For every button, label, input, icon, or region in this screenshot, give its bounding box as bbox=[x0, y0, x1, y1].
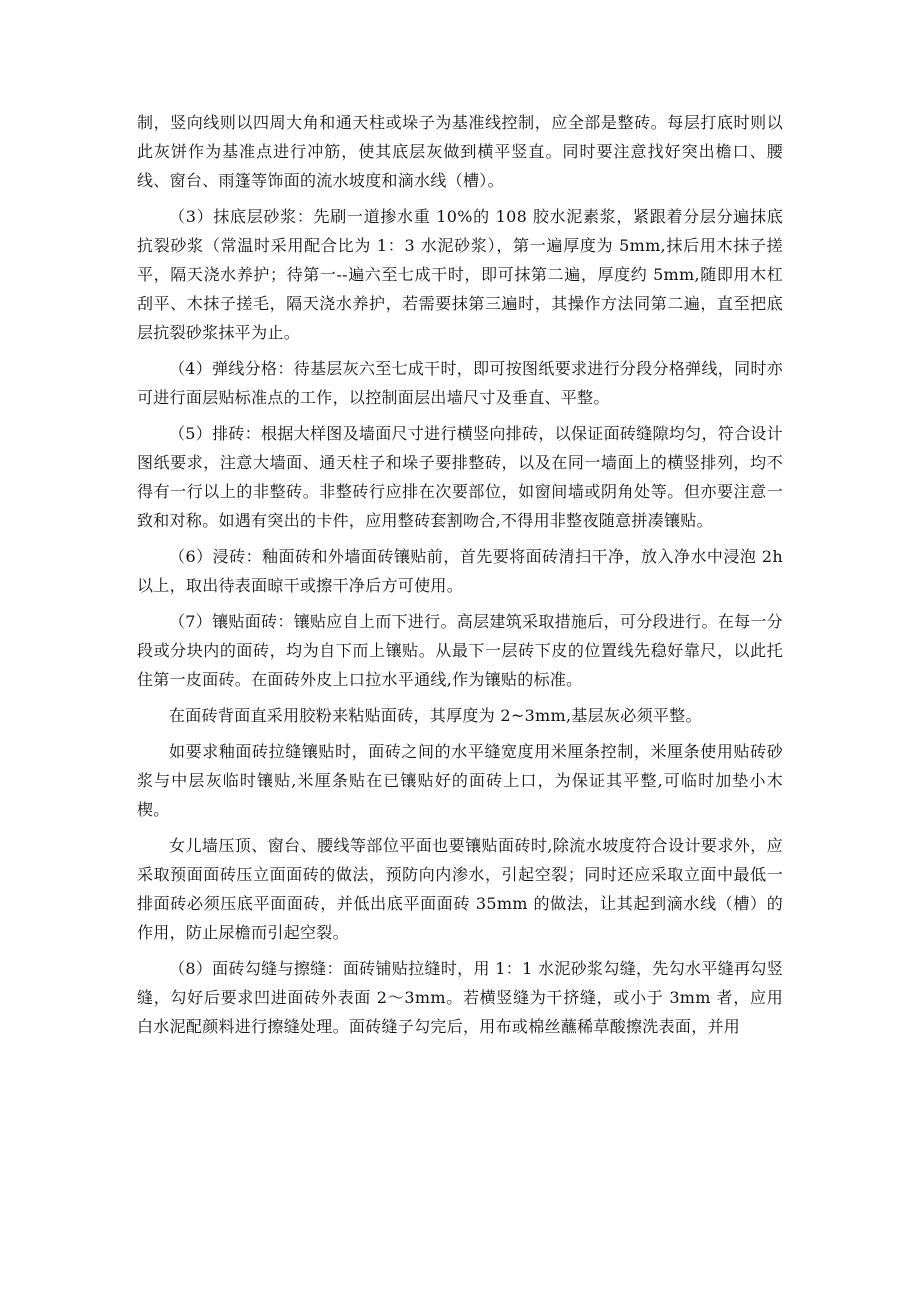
paragraph-parapet-coping: 女儿墙压顶、窗台、腰线等部位平面也要镶贴面砖时,除流水坡度符合设计要求外，应采取预面面砖压立面面砖的做法，预防向内渗水，引起空裂；同时还应采取立面中最低一排面砖必须压底平面面砖，并低出底平面面砖 35mm 的做法，让其起到滴水线（槽）的作用，防止尿檐而引起空裂。 bbox=[137, 836, 783, 942]
paragraph-step-4-snap-lines: （4）弹线分格：待基层灰六至七成干时，即可按图纸要求进行分段分格弹线，同时亦可进行面层贴标准点的工作，以控制面层出墙尺寸及垂直、平整。 bbox=[137, 359, 783, 407]
document-page bbox=[137, 108, 783, 1048]
paragraph-step-3-base-mortar: （3）抹底层砂浆：先刷一道掺水重 10%的 108 胶水泥素浆，紧跟着分层分遍抹底抗裂砂浆（常温时采用配合比为 1：3 水泥砂浆），第一遍厚度为 5mm,抹后用木抹子搓平，隔天浇水养护；待第一--遍六至七成干时，即可抹第二遍，厚度约 5mm,随即用木杠刮平、木抹子搓毛，隔天浇水养护，若需要抹第三遍时，其操作方法同第二遍，直至把底层抗裂砂浆抹平为止。 bbox=[137, 207, 783, 342]
paragraph-step-6-soak-tiles: （6）浸砖：釉面砖和外墙面砖镶贴前，首先要将面砖清扫干净，放入净水中浸泡 2h 以上，取出待表面晾干或擦干净后方可使用。 bbox=[137, 547, 783, 595]
paragraph-adhesive-thickness: 在面砖背面直采用胶粉来粘贴面砖，其厚度为 2~3mm,基层灰必须平整。 bbox=[169, 706, 702, 725]
paragraph-step-5-tile-layout: （5）排砖：根据大样图及墙面尺寸进行横竖向排砖，以保证面砖缝隙均匀，符合设计图纸要求，注意大墙面、通天柱子和垛子要排整砖，以及在同一墙面上的横竖排列，均不得有一行以上的非整砖。非整砖行应排在次要部位，如窗间墙或阴角处等。但亦要注意一致和对称。如遇有突出的卡件，应用整砖套割吻合,不得用非整夜随意拼凑镶贴。 bbox=[137, 424, 783, 530]
paragraph-step-8-grouting: （8）面砖勾缝与擦缝：面砖铺贴拉缝时，用 1：1 水泥砂浆勾缝，先勾水平缝再勾竖缝，勾好后要求凹进面砖外表面 2～3mm。若横竖缝为干挤缝，或小于 3mm 者，应用白水泥配颜料进行擦缝处理。面砖缝子勾完后，用布或棉丝蘸稀草酸擦洗表面，并用 bbox=[137, 959, 783, 1036]
paragraph-step-7-tile-setting: （7）镶贴面砖：镶贴应自上而下进行。高层建筑采取措施后，可分段进行。在每一分段或分块内的面砖，均为自下而上镶贴。从最下一层砖下皮的位置线先稳好靠尺，以此托住第一皮面砖。在面砖外皮上口拉水平通线,作为镶贴的标准。 bbox=[137, 612, 783, 689]
paragraph-gap-strips: 如要求釉面砖拉缝镶贴时，面砖之间的水平缝宽度用米厘条控制，米厘条使用贴砖砂浆与中层灰临时镶贴,米厘条贴在已镶贴好的面砖上口，为保证其平整,可临时加垫小木楔。 bbox=[137, 742, 783, 819]
paragraph-continuation: 制，竖向线则以四周大角和通天柱或垛子为基准线控制，应全部是整砖。每层打底时则以此灰饼作为基准点进行冲筋，使其底层灰做到横平竖直。同时要注意找好突出檐口、腰线、窗台、雨篷等饰面的流水坡度和滴水线（槽）。 bbox=[137, 113, 783, 190]
